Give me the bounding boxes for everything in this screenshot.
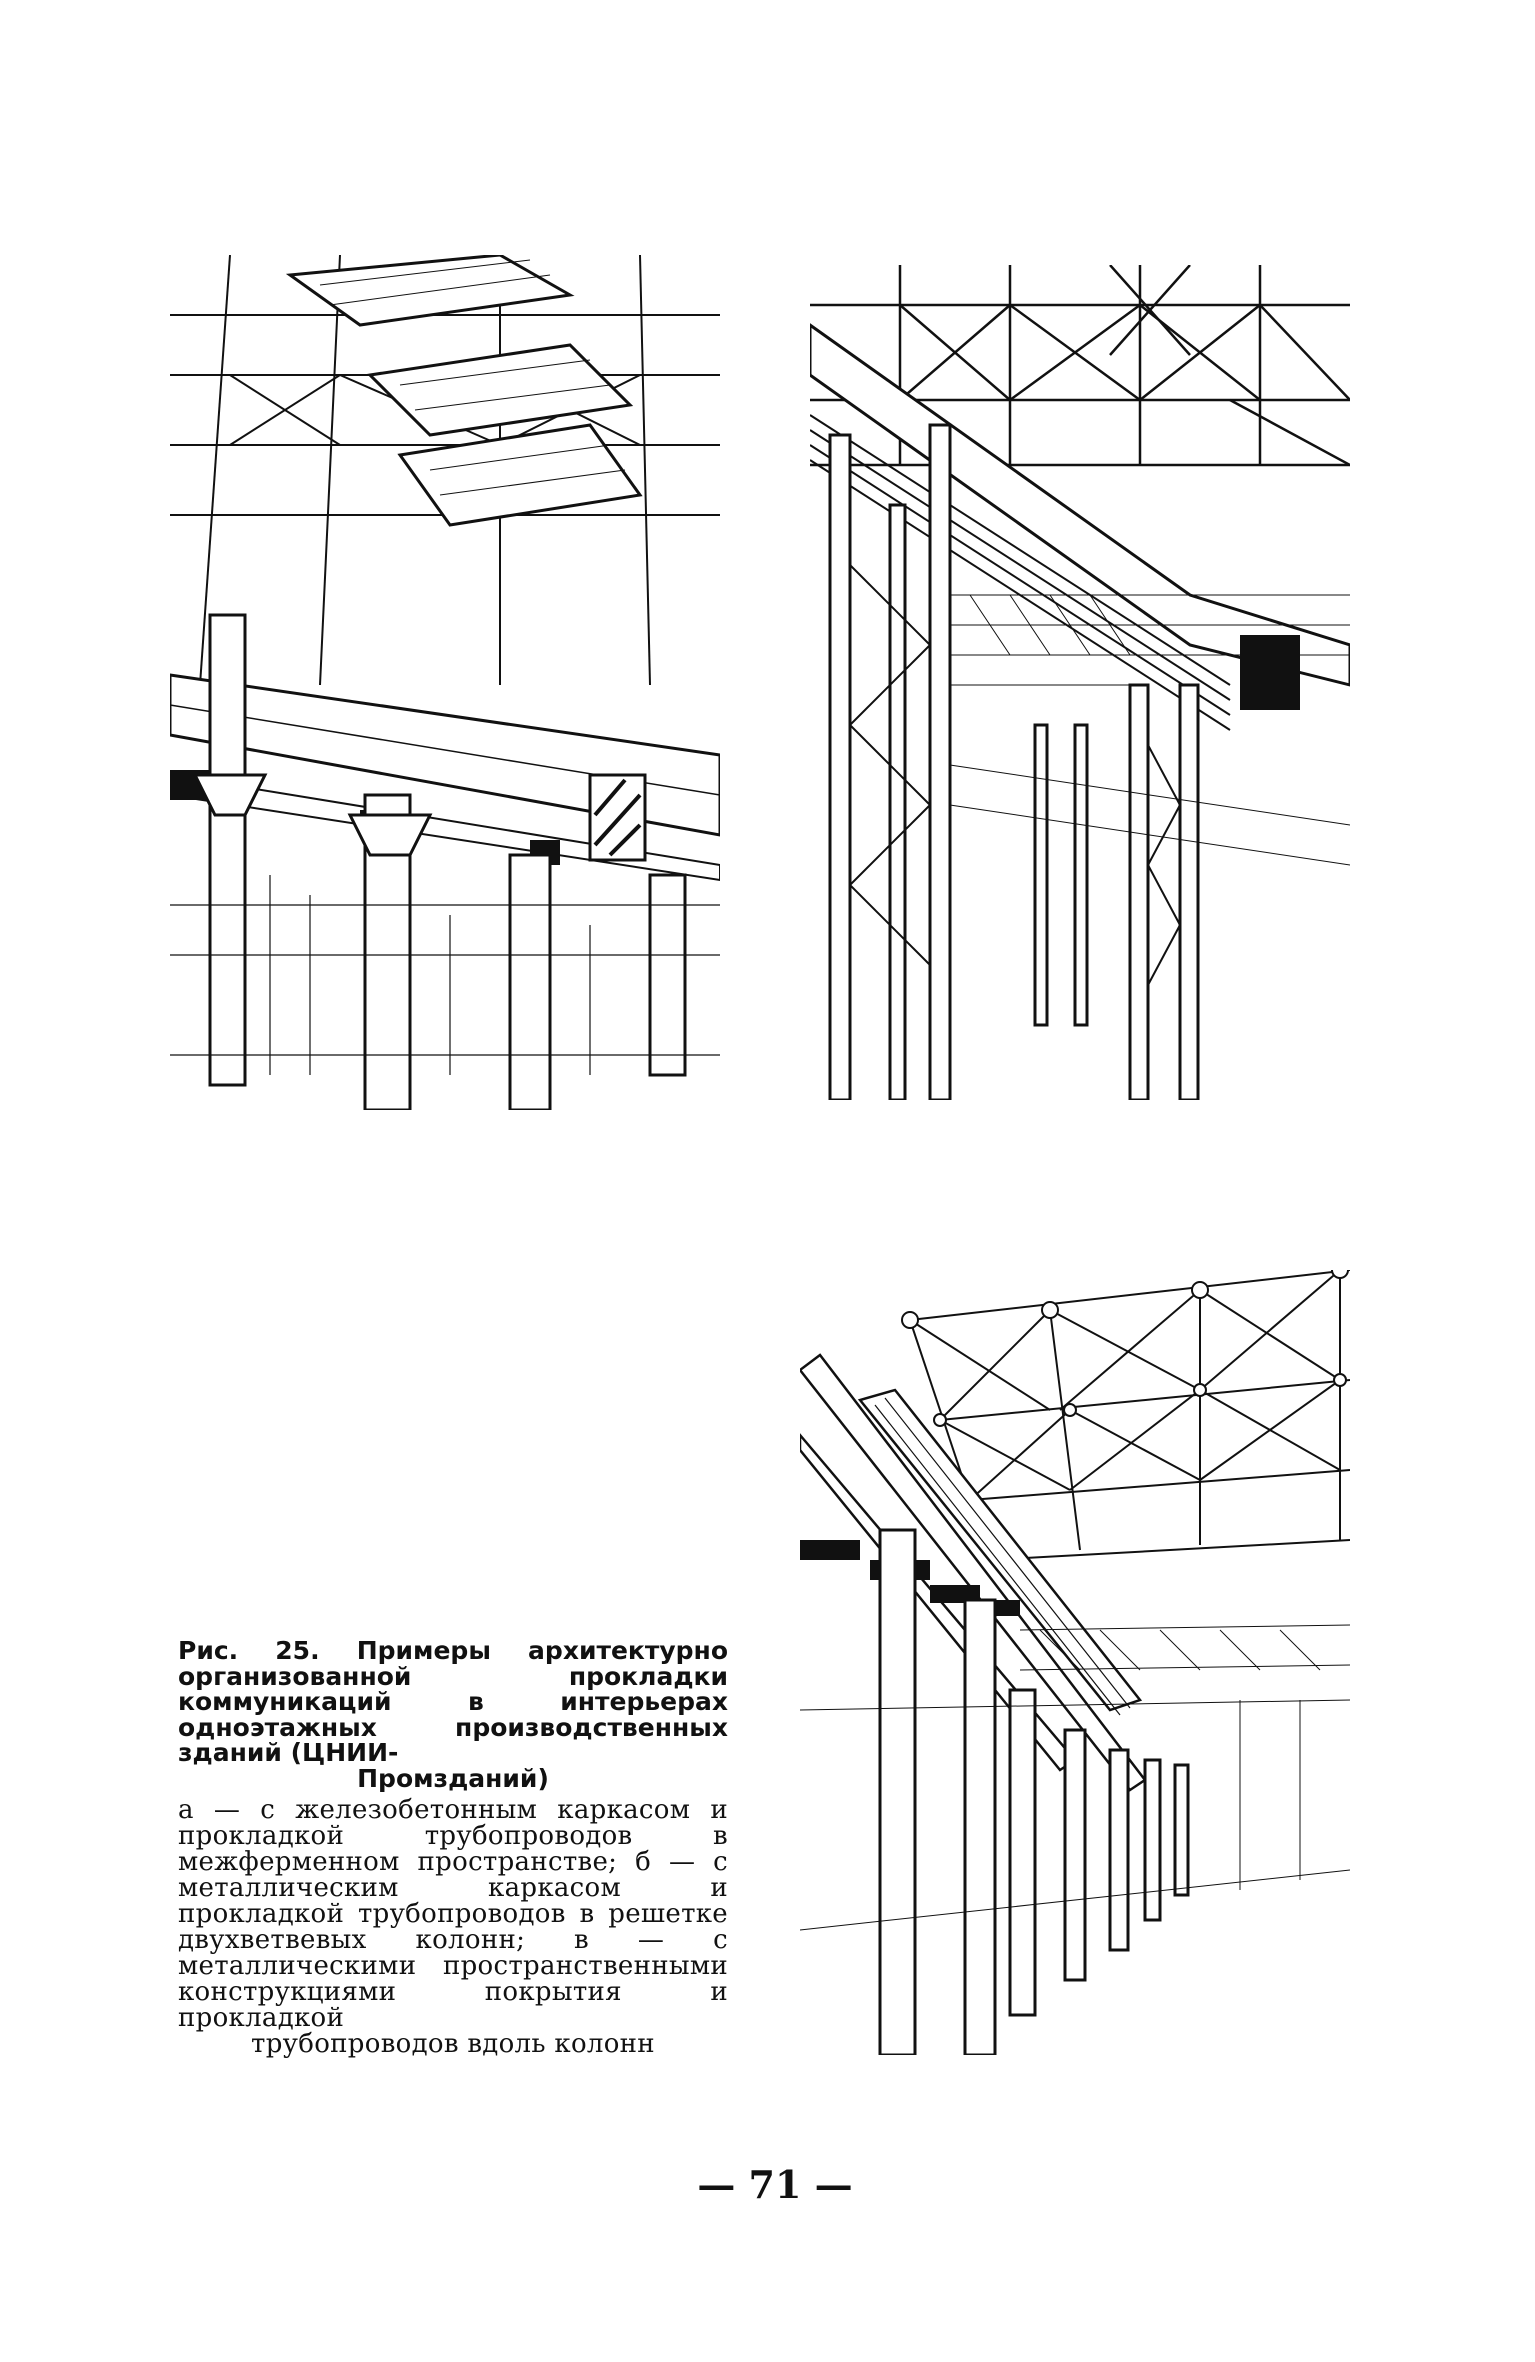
page-number: — 71 — [697, 2162, 853, 2207]
caption-body-text: а — с железобетонным каркасом и прокладкой трубопроводов в межферменном пространстве; б — с металлическим каркасом и прокладкой трубопроводов в решетке двухветвевых колонн; в — с металлическими пространственными конструкциями покрытия и прокладкой [178, 1795, 728, 2033]
figure-b-drawing [810, 265, 1350, 1100]
figure-c-drawing [800, 1270, 1350, 2055]
figure-c-illustration [800, 1270, 1350, 2055]
figure-caption [178, 1638, 728, 2057]
caption-title-last-line: Промзданий) [357, 1763, 549, 1793]
caption-body [178, 1797, 728, 2057]
figure-a-illustration [170, 255, 720, 1110]
figure-a-drawing [170, 255, 720, 1110]
caption-body-last-line: трубопроводов вдоль колонн [251, 2029, 655, 2059]
caption-title [178, 1638, 728, 1791]
figure-b-illustration [810, 265, 1350, 1100]
caption-title-text: Рис. 25. Примеры архитектурно организованной прокладки коммуникаций в интерьерах одноэтажных производственных зданий (ЦНИИ- [178, 1636, 728, 1767]
